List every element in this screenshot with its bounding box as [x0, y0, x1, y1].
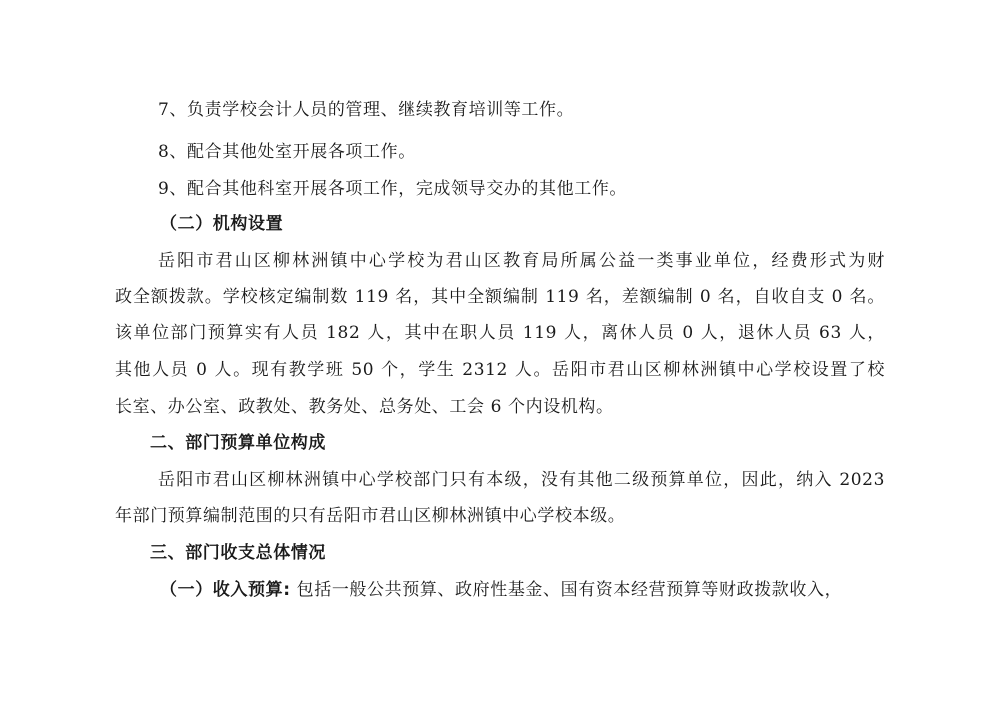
org-paragraph-line-5: 长室、办公室、政教处、教务处、总务处、工会 6 个内设机构。 — [115, 397, 614, 417]
list-item-9: 9、配合其他科室开展各项工作，完成领导交办的其他工作。 — [158, 179, 628, 199]
org-paragraph-line-3: 该单位部门预算实有人员 182 人，其中在职人员 119 人，离休人员 0 人，退休人员 63 人， — [115, 323, 885, 343]
list-item-8: 8、配合其他处室开展各项工作。 — [158, 142, 416, 162]
section-2-paragraph-line-1: 岳阳市君山区柳林洲镇中心学校部门只有本级，没有其他二级预算单位，因此，纳入 2023 — [158, 470, 885, 490]
income-budget-label: （一）收入预算: — [160, 580, 291, 600]
org-paragraph-line-1: 岳阳市君山区柳林洲镇中心学校为君山区教育局所属公益一类事业单位，经费形式为财 — [158, 251, 885, 271]
income-budget-line — [160, 580, 885, 600]
list-item-7: 7、负责学校会计人员的管理、继续教育培训等工作。 — [158, 100, 575, 120]
org-paragraph-line-4: 其他人员 0 人。现有教学班 50 个，学生 2312 人。岳阳市君山区柳林洲镇中心学校设置了校 — [115, 360, 885, 380]
income-budget-text: 包括一般公共预算、政府性基金、国有资本经营预算等财政拨款收入， — [290, 580, 843, 600]
org-setup-heading: （二）机构设置 — [160, 214, 284, 234]
section-3-heading: 三、部门收支总体情况 — [150, 543, 326, 563]
section-2-heading: 二、部门预算单位构成 — [150, 433, 326, 453]
org-paragraph-line-2: 政全额拨款。学校核定编制数 119 名，其中全额编制 119 名，差额编制 0 名，自收自支 0 名。 — [115, 287, 885, 307]
section-2-paragraph-line-2: 年部门预算编制范围的只有岳阳市君山区柳林洲镇中心学校本级。 — [115, 506, 626, 526]
